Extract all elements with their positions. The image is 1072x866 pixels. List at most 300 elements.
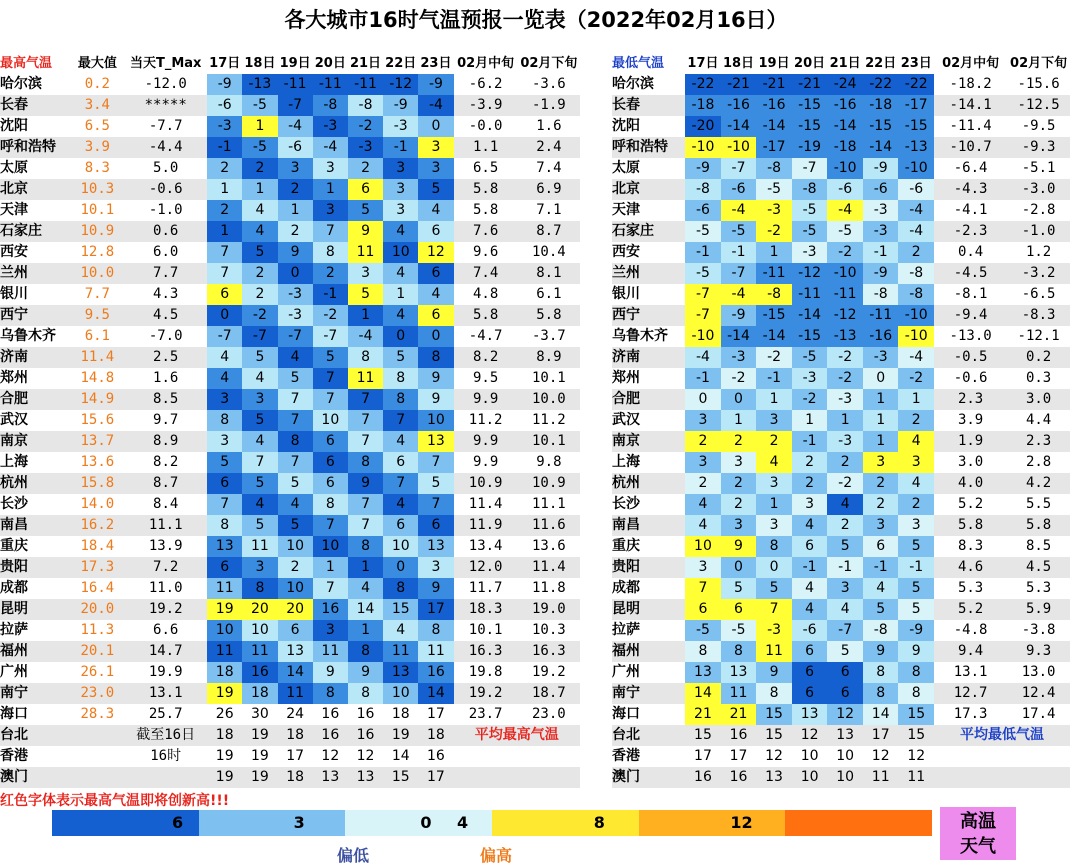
max-day-cell: 19 [242,767,277,788]
color-legend-bar [52,810,932,836]
max-city: 昆明 [0,599,70,620]
min-row [612,683,1070,704]
min-header-5: 21日 [829,56,861,71]
max-day-cell: 8 [418,347,453,368]
min-day-cell: 12 [765,748,783,764]
max-day-cell: 8 [348,536,383,557]
max-day-cell: 2 [278,221,313,242]
min-row [612,347,1070,368]
max-day-cell: 8 [313,494,348,515]
max-day-cell: 3 [418,557,453,578]
min-row [612,641,1070,662]
min-late: -9.5 [1021,118,1056,134]
max-today: 11.0 [148,580,183,596]
min-day-cell: 16 [685,767,721,788]
max-day-cell: 5 [348,284,383,305]
min-day-cell: -6 [827,179,863,200]
max-day-cell: 8 [313,242,348,263]
max-mid: 19.2 [454,683,518,704]
max-today: 1.6 [153,370,179,386]
legend-low-label: 偏低 [337,846,370,865]
max-day-cell: 5 [383,347,418,368]
min-day-cell: 13 [827,725,863,746]
max-day-cell: 6 [313,452,348,473]
max-day-cell: 6 [207,557,242,578]
max-day-cell: 14 [348,599,383,620]
min-day-cell: -14 [721,326,757,347]
min-day-cell: -21 [792,74,828,95]
min-day-cell: -1 [827,557,863,578]
legend-tick-6: 6 [172,813,184,832]
min-day-cell: 4 [827,494,863,515]
min-day-cell: 1 [756,242,792,263]
min-late: 13.0 [1021,664,1056,680]
min-day-cell: -1 [792,431,828,452]
min-late: -15.6 [1017,76,1060,92]
max-day-cell: 5 [242,347,277,368]
max-late: 10.1 [532,370,566,386]
min-city: 香港 [612,748,640,764]
max-row [0,431,580,452]
max-day-cell: -3 [348,137,383,158]
min-day-cell: -1 [685,368,721,389]
max-day-cell: -6 [207,95,242,116]
max-day-cell: 19 [383,725,418,746]
min-mid: -10.7 [934,137,1007,158]
max-day-cell: -1 [383,137,418,158]
min-row [612,263,1070,284]
max-day-cell: 2 [207,158,242,179]
min-day-cell: -7 [827,620,863,641]
min-day-cell: -3 [792,242,828,263]
max-today: 14.7 [124,641,207,662]
min-day-cell: 6 [827,683,863,704]
min-day-cell: 5 [898,599,934,620]
max-day-cell: 7 [313,368,348,389]
min-mid: 4.0 [934,473,1007,494]
max-row [0,515,580,536]
max-day-cell: 4 [207,347,242,368]
min-row [612,515,1070,536]
max-day-cell: 20 [278,599,313,620]
max-mid [454,746,518,767]
legend-high-label: 偏高 [480,846,513,865]
min-day-cell: -9 [685,158,721,179]
max-day-cell: 19 [215,748,234,764]
min-day-cell: 2 [685,473,721,494]
max-row [0,137,580,158]
min-day-cell: -10 [721,137,757,158]
min-late: 9.3 [1007,641,1070,662]
max-day-cell: 13 [383,662,418,683]
min-header-9: 02月下旬 [1010,56,1068,71]
min-day-cell: 6 [685,599,721,620]
min-day-cell: -7 [685,305,721,326]
min-day-cell: -19 [792,137,828,158]
min-mid: -9.4 [934,305,1007,326]
min-mid: 5.8 [934,515,1007,536]
min-day-cell: -24 [827,74,863,95]
max-day-cell: 2 [207,200,242,221]
max-record: 14.0 [80,496,115,512]
max-day-cell: 7 [348,515,383,536]
max-city: 长沙 [0,496,28,512]
max-row [0,662,580,683]
min-day-cell: 0 [721,557,757,578]
min-day-cell: -3 [827,431,863,452]
max-day-cell: 18 [418,725,453,746]
max-record: 10.0 [70,263,124,284]
max-row [0,95,580,116]
max-day-cell: 6 [418,515,453,536]
max-mid: -0.0 [468,118,503,134]
min-day-cell: 2 [863,494,899,515]
max-day-cell: 3 [418,158,453,179]
max-row [0,221,580,242]
max-late: 11.1 [532,496,566,512]
min-mid: 9.4 [934,641,1007,662]
min-day-cell: 1 [863,389,899,410]
max-record: 16.4 [80,580,115,596]
min-late: 4.2 [1007,473,1070,494]
min-row [612,536,1070,557]
max-day-cell: 9 [348,662,383,683]
min-row [612,767,1070,788]
min-late: 1.2 [1025,244,1052,260]
max-day-cell: 6 [383,452,418,473]
max-mid: -4.7 [468,328,503,344]
max-mid: -3.9 [454,95,518,116]
min-day-cell: -21 [756,74,792,95]
max-late: 16.3 [518,641,580,662]
min-day-cell: -2 [792,389,828,410]
max-record: 10.1 [80,202,115,218]
max-header-4: 18日 [244,56,276,71]
max-day-cell: 10 [207,620,242,641]
max-day-cell: 14 [391,748,410,764]
min-day-cell: 2 [898,494,934,515]
min-day-cell: 14 [863,704,899,725]
min-day-cell: 15 [898,704,934,725]
max-day-cell: 8 [348,347,383,368]
min-row [612,284,1070,305]
max-day-cell: 6 [207,473,242,494]
min-mid: -6.4 [953,160,988,176]
max-day-cell: 11 [278,683,313,704]
min-day-cell: -18 [685,95,721,116]
max-day-cell: 2 [278,179,313,200]
max-temp-table [0,53,580,788]
min-day-cell: 3 [863,452,899,473]
min-day-cell: -1 [863,557,899,578]
max-day-cell: -3 [278,305,313,326]
heat-weather-line2: 天气 [960,836,996,857]
min-late: 2.3 [1007,431,1070,452]
max-mid: 9.6 [472,244,499,260]
min-day-cell: 0 [721,389,757,410]
min-mid: -18.2 [949,76,992,92]
max-day-cell: 12 [321,748,340,764]
min-late: 4.5 [1007,557,1070,578]
min-late: -12.1 [1017,328,1060,344]
legend-tick-12: 12 [730,813,753,832]
min-day-cell: 1 [863,431,899,452]
min-day-cell: -18 [863,95,899,116]
min-mid: 5.2 [934,599,1007,620]
min-mid: -4.3 [934,179,1007,200]
max-day-cell: -5 [242,95,277,116]
max-day-cell: 11 [242,536,277,557]
max-day-cell: 11 [418,641,453,662]
max-record: 10.3 [70,179,124,200]
max-mid: 12.0 [454,557,518,578]
max-today: 13.1 [124,683,207,704]
min-late: -3.8 [1021,622,1056,638]
min-day-cell: 4 [792,578,828,599]
min-header-7: 23日 [900,56,932,71]
max-today: 7.7 [124,263,207,284]
max-day-cell: 11 [207,641,242,662]
min-day-cell: 10 [836,748,855,764]
min-row [612,368,1070,389]
max-mid: 8.2 [454,347,518,368]
min-day-cell: 6 [721,599,757,620]
min-late [1007,746,1070,767]
legend-seg-3 [199,810,346,836]
max-day-cell: 26 [215,706,234,722]
max-late: 8.9 [518,347,580,368]
min-city: 天津 [612,202,640,218]
min-day-cell: -2 [827,242,863,263]
max-day-cell: -3 [278,284,313,305]
min-day-cell: -14 [827,116,863,137]
max-day-cell: 0 [418,116,453,137]
max-day-cell: -7 [242,326,277,347]
max-header-1: 最大值 [77,56,117,71]
max-city: 北京 [0,179,70,200]
min-day-cell: 6 [792,641,828,662]
max-record [70,767,124,788]
min-day-cell: -9 [898,620,934,641]
max-day-cell: 11 [348,368,383,389]
max-day-cell: 1 [242,116,277,137]
cutoff-label-1: 截至16日 [124,725,207,746]
min-day-cell: -5 [721,620,757,641]
max-day-cell: 8 [278,431,313,452]
min-day-cell: 11 [898,767,934,788]
max-day-cell: 3 [383,158,418,179]
min-day-cell: 2 [827,452,863,473]
heat-weather-box [940,807,1016,860]
max-city: 天津 [0,202,28,218]
max-row [0,683,580,704]
min-day-cell: -4 [827,200,863,221]
min-day-cell: -3 [756,620,792,641]
max-row [0,242,580,263]
legend-tick-0: 0 [420,813,432,832]
min-day-cell: 3 [756,410,792,431]
max-today: -4.4 [124,137,207,158]
min-mid: -0.5 [934,347,1007,368]
max-today: 19.9 [148,664,183,680]
max-day-cell: 7 [207,494,242,515]
max-today: -1.0 [148,202,183,218]
max-day-cell: 4 [242,368,277,389]
min-day-cell: -10 [898,326,934,347]
min-day-cell: -20 [685,116,721,137]
max-row [0,725,580,746]
max-day-cell: 7 [418,494,453,515]
min-day-cell: -2 [898,368,934,389]
max-record: 6.1 [84,328,110,344]
min-day-cell: 5 [721,578,757,599]
max-row [0,116,580,137]
min-day-cell: 16 [721,767,757,788]
max-city: 沈阳 [0,118,28,134]
max-day-cell: 16 [313,599,348,620]
min-day-cell: 10 [800,748,819,764]
min-late: 2.8 [1025,454,1052,470]
min-day-cell: 8 [863,662,899,683]
min-day-cell: -13 [898,137,934,158]
min-mid: 8.3 [957,538,984,554]
max-day-cell: 9 [313,662,348,683]
max-today: -12.0 [144,76,187,92]
min-day-cell: -8 [792,179,828,200]
max-day-cell: -11 [278,74,313,95]
min-mid: -4.1 [953,202,988,218]
min-mid [934,746,1007,767]
min-day-cell: -8 [863,620,899,641]
max-late: 6.1 [536,286,562,302]
min-day-cell: 7 [756,599,792,620]
min-late: -6.5 [1021,286,1056,302]
max-row [0,158,580,179]
max-today: 8.9 [124,431,207,452]
min-day-cell: 5 [827,536,863,557]
min-day-cell: 0 [685,389,721,410]
min-day-cell: -15 [792,116,828,137]
min-city: 太原 [612,160,640,176]
max-day-cell: 8 [383,368,418,389]
min-mid: -0.6 [953,370,988,386]
max-mid: 11.2 [468,412,503,428]
max-mid: 5.8 [454,305,518,326]
min-day-cell: 8 [898,683,934,704]
max-day-cell: 10 [383,536,418,557]
min-city: 哈尔滨 [612,76,654,92]
min-day-cell: -1 [792,557,828,578]
min-day-cell: 12 [827,704,863,725]
max-city: 银川 [0,286,28,302]
max-today: 6.6 [153,622,179,638]
max-day-cell: 24 [286,706,305,722]
max-day-cell: -7 [313,326,348,347]
min-day-cell: -16 [827,95,863,116]
min-day-cell: -5 [756,179,792,200]
min-day-cell: 21 [721,704,757,725]
min-row [612,116,1070,137]
max-day-cell: 5 [418,473,453,494]
max-record: 15.6 [80,412,115,428]
min-row [612,179,1070,200]
max-mid: 13.4 [468,538,503,554]
max-city: 西安 [0,244,28,260]
max-city: 哈尔滨 [0,76,42,92]
min-day-cell: -15 [756,305,792,326]
max-mid: 7.6 [454,221,518,242]
max-day-cell: 4 [278,494,313,515]
max-day-cell: 18 [278,767,313,788]
min-day-cell: -14 [721,116,757,137]
min-row [612,200,1070,221]
min-row [612,95,1070,116]
min-day-cell: 3 [721,515,757,536]
min-day-cell: -8 [756,158,792,179]
legend-seg-12 [730,810,932,836]
max-day-cell: 2 [348,158,383,179]
min-day-cell: -6 [863,179,899,200]
max-day-cell: 10 [313,536,348,557]
min-late: -2.8 [1021,202,1056,218]
min-day-cell: -11 [827,284,863,305]
min-day-cell: 2 [898,410,934,431]
max-row [0,326,580,347]
max-today: 13.9 [148,538,183,554]
min-day-cell: 13 [685,662,721,683]
max-day-cell: 4 [242,494,277,515]
min-day-cell: 9 [721,536,757,557]
page-title: 各大城市16时气温预报一览表（2022年02月16日） [284,8,788,32]
min-day-cell: -2 [827,347,863,368]
min-day-cell: -3 [721,347,757,368]
min-day-cell: -7 [792,158,828,179]
max-day-cell: 12 [418,242,453,263]
min-day-cell: -12 [827,305,863,326]
max-record: 12.8 [80,244,115,260]
max-mid: 16.3 [454,641,518,662]
max-day-cell: 8 [313,683,348,704]
min-day-cell: -8 [863,284,899,305]
max-table-header [0,53,580,74]
min-day-cell: -1 [863,242,899,263]
min-day-cell: -10 [685,326,721,347]
legend-seg-6 [52,810,199,836]
min-mid: -11.4 [949,118,992,134]
max-day-cell: -2 [348,116,383,137]
max-today: 19.2 [124,599,207,620]
min-late: 5.5 [1025,496,1052,512]
max-record: 7.7 [84,286,110,302]
max-late: 7.1 [536,202,562,218]
max-day-cell: 15 [383,767,418,788]
min-day-cell: 11 [863,767,899,788]
min-day-cell: 1 [721,410,757,431]
legend-tick-4: 4 [457,813,469,832]
max-day-cell: 0 [383,557,418,578]
min-day-cell: -10 [898,158,934,179]
max-day-cell: 2 [242,158,277,179]
max-record: 18.4 [80,538,115,554]
max-row [0,305,580,326]
max-day-cell: 20 [242,599,277,620]
min-day-cell: -8 [898,263,934,284]
max-header-7: 21日 [349,56,382,71]
max-day-cell: 8 [383,389,418,410]
max-record: 3.9 [70,137,124,158]
min-day-cell: 15 [898,725,934,746]
max-day-cell: 13 [418,431,453,452]
